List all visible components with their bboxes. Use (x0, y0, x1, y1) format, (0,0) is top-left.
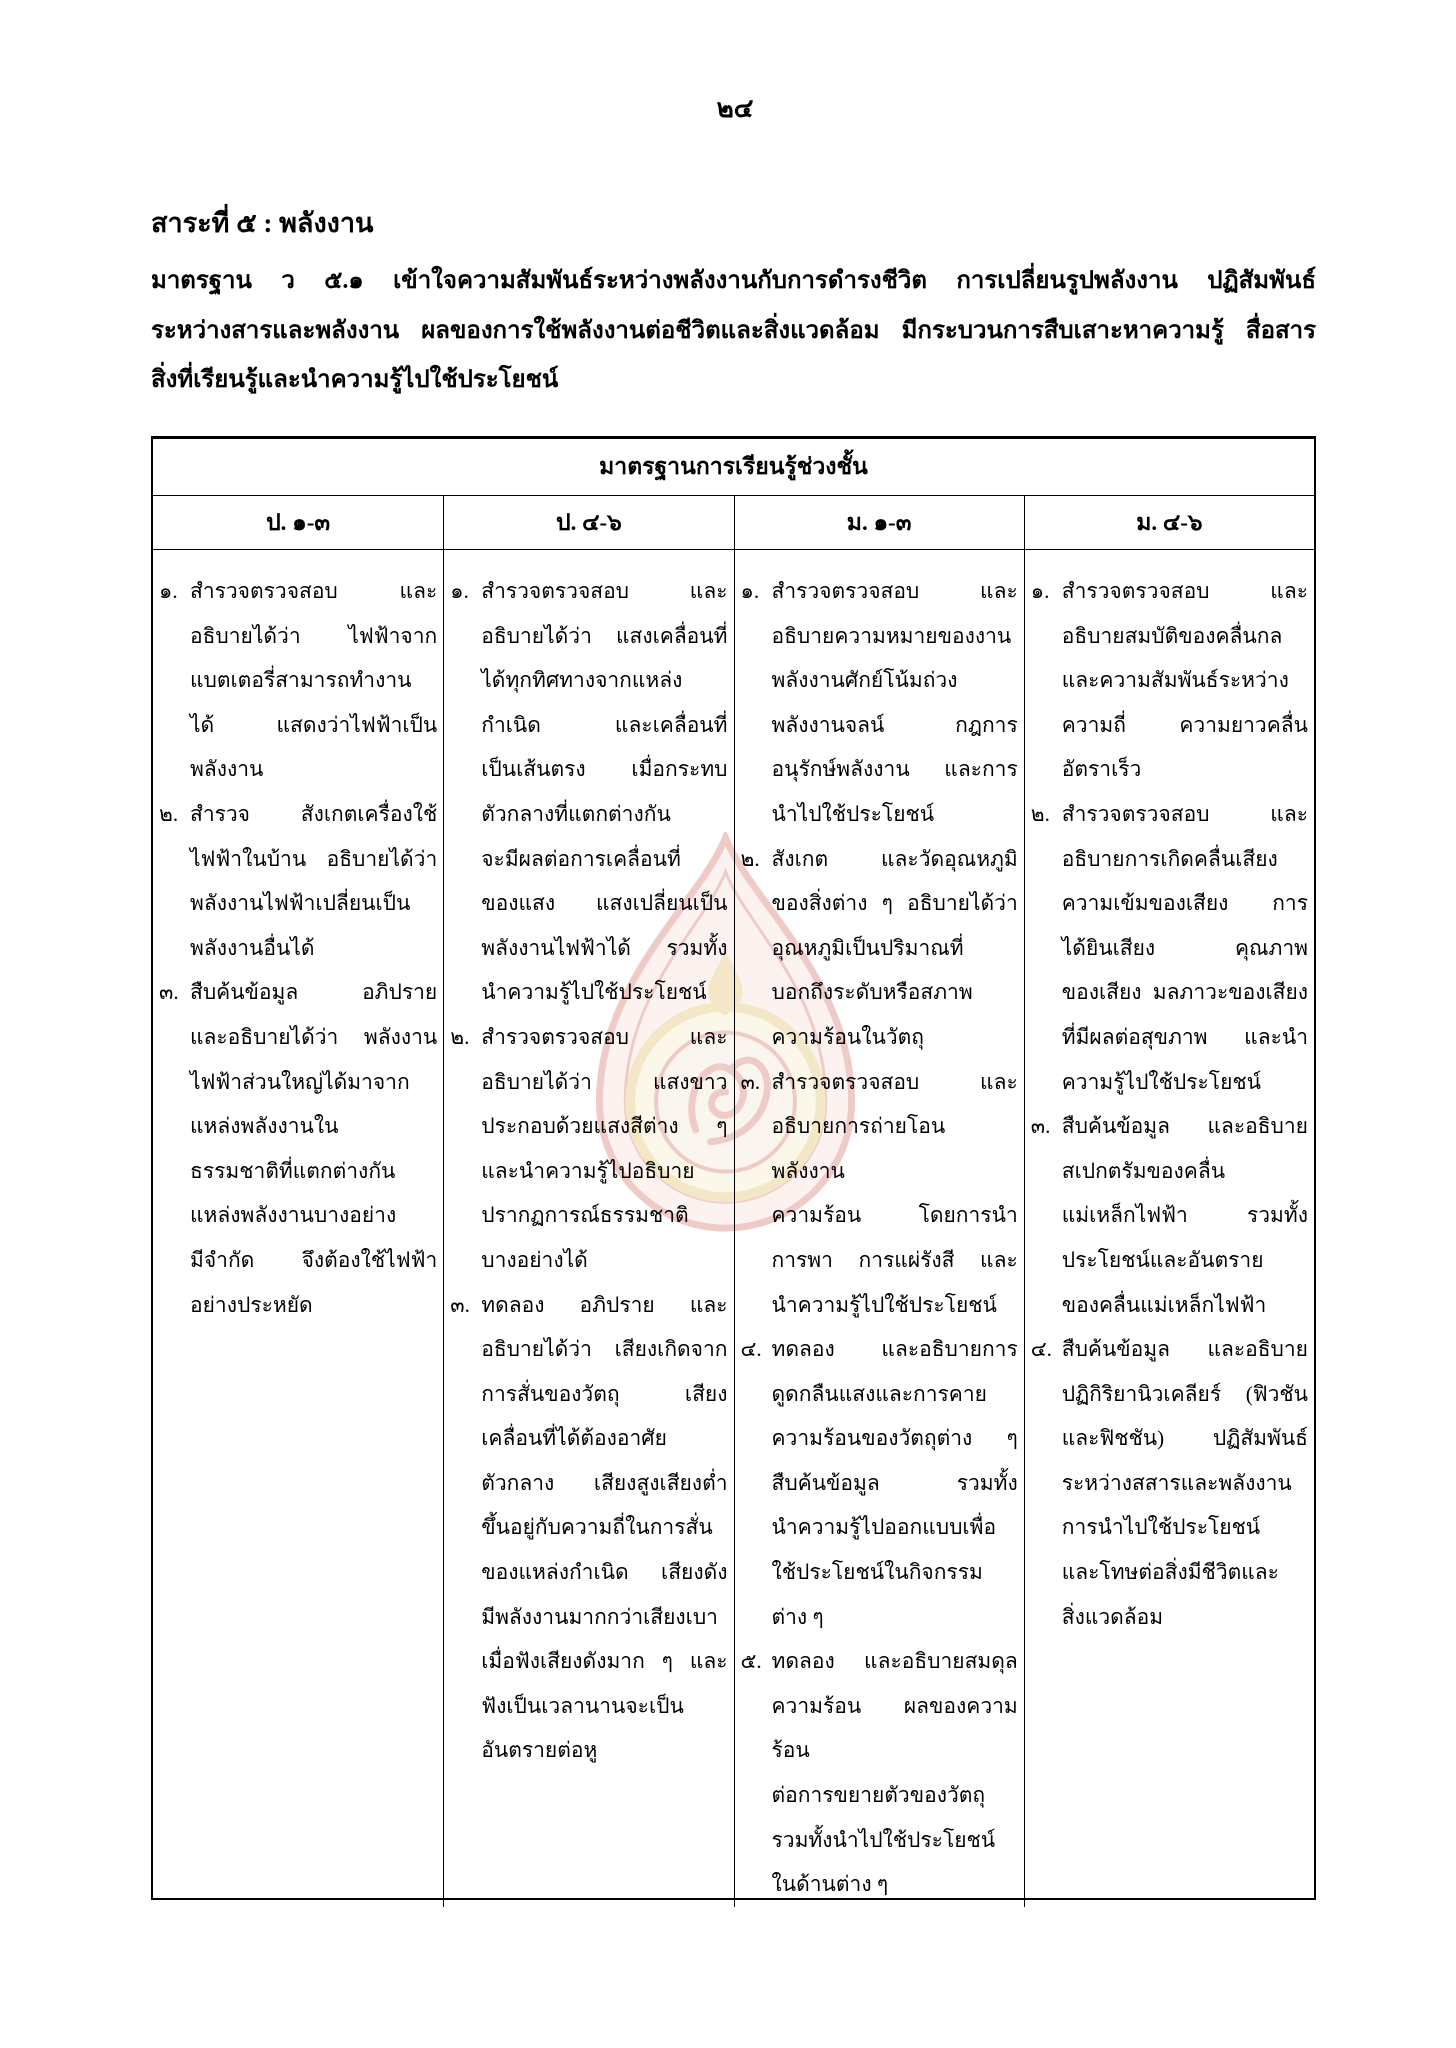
standard-item (444, 569, 733, 1015)
cell-line: สืบค้นข้อมูล อภิปราย (190, 980, 438, 1005)
cell-line: พลังงานไฟฟ้าเปลี่ยนเป็น (190, 891, 411, 916)
item-number: ๑. (159, 579, 178, 603)
cell-line: ไฟฟ้าส่วนใหญ่ได้มาจาก (190, 1069, 410, 1094)
cell-line: บอกถึงระดับหรือสภาพ (771, 980, 973, 1005)
cell-line: การพา การแผ่รังสี และ (771, 1247, 1018, 1272)
cell-line: สำรวจตรวจสอบ และ (1061, 801, 1308, 826)
cell-line: แบตเตอรี่สามารถทำงาน (190, 668, 412, 693)
standard-item (1025, 792, 1314, 1104)
cell-line: การนำไปใช้ประโยชน์ (1061, 1515, 1261, 1540)
cell-line: ความร้อน ผลของความร้อน (771, 1693, 1018, 1763)
cell-line: แหล่งพลังงานบางอย่าง (190, 1203, 397, 1228)
cell-line: สำรวจตรวจสอบ และ (771, 1069, 1018, 1094)
standard-item (735, 1327, 1024, 1639)
cell-line: สำรวจ สังเกตเครื่องใช้ (190, 801, 438, 826)
cell-line: ในด้านต่าง ๆ (771, 1872, 889, 1897)
cell-line: และอธิบายได้ว่า พลังงาน (190, 1024, 438, 1049)
cell-line: ทดลอง และอธิบายสมดุล (771, 1649, 1018, 1674)
cell-line: ประโยชน์และอันตราย (1061, 1247, 1264, 1272)
cell-line: ได้ทุกทิศทางจากแหล่ง (481, 668, 683, 693)
standard-item (1025, 1104, 1314, 1327)
cell-line: เป็นเส้นตรง เมื่อกระทบ (481, 757, 728, 782)
cell-line: ขึ้นอยู่กับความถี่ในการสั่น (481, 1515, 713, 1540)
item-number: ๔. (740, 1337, 762, 1362)
cell-line: ที่มีผลต่อสุขภาพ และนำ (1061, 1024, 1308, 1049)
cell-line: ไฟฟ้าในบ้าน อธิบายได้ว่า (190, 846, 438, 871)
item-number: ๓. (159, 980, 179, 1005)
cell-line: สำรวจตรวจสอบ และ (190, 579, 438, 603)
cell-line: ตัวกลางที่แตกต่างกัน (481, 801, 671, 826)
standard-item (735, 569, 1024, 837)
cell-line: และโทษต่อสิ่งมีชีวิตและ (1061, 1560, 1279, 1585)
table-header-row (153, 496, 1314, 550)
cell-line: อัตราเร็ว (1061, 757, 1142, 782)
cell-line: สำรวจตรวจสอบ และ (481, 1024, 728, 1049)
cell-line: สืบค้นข้อมูล และอธิบาย (1061, 1114, 1308, 1139)
cell-line: นำความรู้ไปใช้ประโยชน์ (481, 980, 707, 1005)
standard-statement (151, 257, 1316, 406)
item-number: ๑. (740, 579, 760, 603)
item-number: ๓. (1030, 1114, 1051, 1139)
learning-standards-table (151, 436, 1316, 1900)
cell-line: สังเกต และวัดอุณหภูมิ (771, 846, 1018, 871)
item-number: ๒. (1030, 801, 1050, 826)
column-header: ม. ๔-๖ (1024, 496, 1314, 549)
cell-line: ฟังเป็นเวลานานจะเป็น (481, 1693, 684, 1718)
cell-line: ตัวกลาง เสียงสูงเสียงต่ำ (481, 1470, 728, 1495)
item-number: ๒. (450, 1024, 470, 1049)
cell-line: สำรวจตรวจสอบ และ (771, 579, 1018, 603)
standard-line: ระหว่างสารและพลังงาน ผลของการใช้พลังงานต่อชีวิตและสิ่งแวดล้อม มีกระบวนการสืบเสาะหาความรู้ สื่อสาร (151, 317, 1316, 344)
cell-line: ทดลอง อภิปราย และ (481, 1292, 728, 1317)
strand-title: สาระที่ ๕ : พลังงาน (151, 208, 374, 238)
cell-line: ความถี่ ความยาวคลื่น (1061, 712, 1308, 737)
cell-line: พลังงานจลน์ กฎการ (771, 712, 1018, 737)
cell-line: อันตรายต่อหู (481, 1738, 598, 1763)
cell-line: อธิบายได้ว่า ไฟฟ้าจาก (190, 623, 438, 648)
cell-line: เคลื่อนที่ได้ต้องอาศัย (481, 1426, 667, 1451)
cell-line: พลังงานอื่นได้ (190, 935, 315, 960)
item-number: ๕. (740, 1649, 762, 1674)
item-number: ๒. (159, 801, 179, 826)
item-number: ๑. (1030, 579, 1050, 603)
page-number: ๒๔ (716, 94, 754, 123)
table-title: มาตรฐานการเรียนรู้ช่วงชั้น (153, 439, 1314, 496)
cell-line: นำความรู้ไปใช้ประโยชน์ (771, 1292, 997, 1317)
cell-line: รวมทั้งนำไปใช้ประโยชน์ (771, 1827, 996, 1852)
cell-line: และความสัมพันธ์ระหว่าง (1061, 668, 1289, 693)
cell-line: ทดลอง และอธิบายการ (771, 1337, 1018, 1362)
cell-line: อนุรักษ์พลังงาน และการ (771, 757, 1018, 782)
cell-line: ดูดกลืนแสงและการคาย (771, 1381, 987, 1406)
cell-line: ใช้ประโยชน์ในกิจกรรม (771, 1560, 983, 1585)
standard-item (444, 1015, 733, 1283)
standard-line: มาตรฐาน ว ๕.๑ เข้าใจความสัมพันธ์ระหว่างพลังงานกับการดำรงชีวิต การเปลี่ยนรูปพลังงาน ปฏิสัมพันธ์ (151, 268, 1316, 294)
cell-line: ได้ แสดงว่าไฟฟ้าเป็น (190, 712, 438, 737)
standard-item (735, 1639, 1024, 1907)
cell-line: ของสิ่งต่าง ๆ อธิบายได้ว่า (771, 891, 1018, 916)
standard-line: สิ่งที่เรียนรู้และนำความรู้ไปใช้ประโยชน์ (151, 367, 559, 393)
cell-line: ปรากฏการณ์ธรรมชาติ (481, 1203, 689, 1228)
cell-line: อธิบายความหมายของงาน (771, 623, 1012, 648)
cell-line: พลังงานไฟฟ้าได้ รวมทั้ง (481, 935, 728, 960)
standard-item (735, 1060, 1024, 1328)
cell-line: นำไปใช้ประโยชน์ (771, 801, 935, 826)
standard-item (1025, 1327, 1314, 1639)
table-cell (1024, 550, 1314, 1907)
cell-line: ของเสียง มลภาวะของเสียง (1061, 980, 1308, 1005)
cell-line: อุณหภูมิเป็นปริมาณที่ (771, 935, 964, 960)
cell-line: อธิบายสมบัติของคลื่นกล (1061, 623, 1283, 648)
column-header: ป. ๑-๓ (266, 509, 331, 535)
cell-line: และนำความรู้ไปอธิบาย (481, 1158, 695, 1183)
cell-line: อธิบายการเกิดคลื่นเสียง (1061, 846, 1278, 871)
standard-item (153, 792, 443, 970)
cell-line: สืบค้นข้อมูล รวมทั้ง (771, 1470, 1018, 1495)
item-number: ๒. (740, 846, 760, 871)
cell-line: สำรวจตรวจสอบ และ (481, 579, 728, 603)
standard-item (444, 1283, 733, 1774)
cell-line: ระหว่างสสารและพลังงาน (1061, 1470, 1292, 1495)
cell-line: ธรรมชาติที่แตกต่างกัน (190, 1158, 396, 1183)
cell-line: ความเข้มของเสียง การ (1061, 891, 1308, 916)
cell-line: ของคลื่นแม่เหล็กไฟฟ้า (1061, 1292, 1267, 1317)
cell-line: แหล่งพลังงานใน (190, 1114, 339, 1139)
item-number: ๔. (1030, 1337, 1052, 1362)
cell-line: พลังงานศักย์โน้มถ่วง (771, 668, 958, 693)
cell-line: ความรู้ไปใช้ประโยชน์ (1061, 1069, 1261, 1094)
table-cell (734, 550, 1024, 1907)
table-cell (153, 550, 443, 1907)
cell-line: จะมีผลต่อการเคลื่อนที่ (481, 846, 681, 871)
cell-line: นำความรู้ไปออกแบบเพื่อ (771, 1515, 997, 1540)
cell-line: แม่เหล็กไฟฟ้า รวมทั้ง (1061, 1203, 1308, 1228)
cell-line: ประกอบด้วยแสงสีต่าง ๆ (481, 1114, 728, 1139)
column-header: ม. ๑-๓ (734, 496, 1024, 549)
cell-line: อธิบายการถ่ายโอนพลังงาน (771, 1114, 946, 1183)
cell-line: สิ่งแวดล้อม (1061, 1604, 1164, 1629)
item-number: ๓. (740, 1069, 761, 1094)
cell-line: ความร้อน โดยการนำ (771, 1203, 1018, 1228)
cell-line: ต่าง ๆ (771, 1604, 824, 1629)
cell-line: เมื่อฟังเสียงดังมาก ๆ และ (481, 1649, 728, 1674)
item-number: ๑. (450, 579, 469, 603)
cell-line: การสั่นของวัตถุ เสียง (481, 1381, 728, 1406)
table-body-row (153, 550, 1314, 1898)
cell-line: สำรวจตรวจสอบ และ (1061, 579, 1308, 603)
cell-line: พลังงาน (190, 757, 264, 782)
column-header: ป. ๔-๖ (443, 496, 733, 549)
item-number: ๓. (450, 1292, 470, 1317)
table-cell (443, 550, 733, 1907)
cell-line: อธิบายได้ว่า เสียงเกิดจาก (481, 1337, 728, 1362)
cell-line: อธิบายได้ว่า แสงขาว (481, 1069, 728, 1094)
cell-line: กำเนิด และเคลื่อนที่ (481, 712, 728, 737)
standard-item (1025, 569, 1314, 792)
cell-line: สเปกตรัมของคลื่น (1061, 1158, 1226, 1183)
cell-line: ของแหล่งกำเนิด เสียงดัง (481, 1560, 728, 1585)
cell-line: ความร้อนของวัตถุต่าง ๆ (771, 1426, 1018, 1451)
standard-item (153, 569, 443, 792)
standard-item (735, 837, 1024, 1060)
cell-line: มีจำกัด จึงต้องใช้ไฟฟ้า (190, 1247, 438, 1272)
cell-line: ได้ยินเสียง คุณภาพ (1061, 935, 1308, 960)
cell-line: ต่อการขยายตัวของวัตถุ (771, 1783, 986, 1808)
cell-line: และฟิชชัน) ปฏิสัมพันธ์ (1061, 1426, 1308, 1451)
cell-line: อธิบายได้ว่า แสงเคลื่อนที่ (481, 623, 728, 648)
cell-line: มีพลังงานมากกว่าเสียงเบา (481, 1604, 718, 1629)
cell-line: บางอย่างได้ (481, 1247, 588, 1272)
standard-item (153, 970, 443, 1327)
cell-line: ปฏิกิริยานิวเคลียร์ (ฟิวชัน (1061, 1381, 1308, 1406)
cell-line: ของแสง แสงเปลี่ยนเป็น (481, 891, 728, 916)
cell-line: สืบค้นข้อมูล และอธิบาย (1061, 1337, 1308, 1362)
cell-line: ความร้อนในวัตถุ (771, 1024, 924, 1049)
cell-line: อย่างประหยัด (190, 1292, 313, 1317)
